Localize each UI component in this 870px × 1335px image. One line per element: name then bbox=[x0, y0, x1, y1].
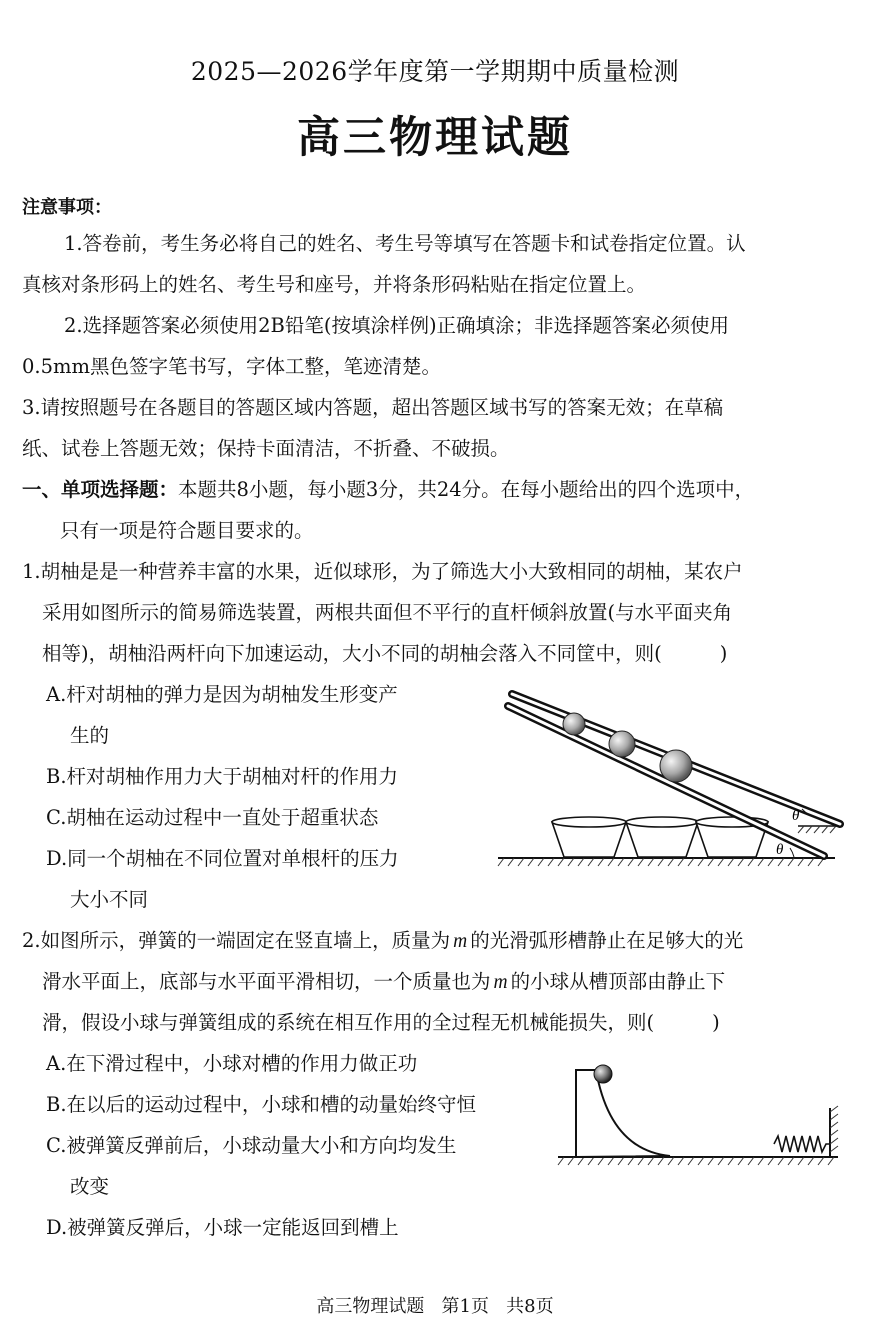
q2-stem-text-4: 的小球从槽顶部由静止下 bbox=[510, 970, 726, 993]
q1-ground bbox=[498, 858, 835, 866]
q2-mass-symbol-2: m bbox=[493, 972, 508, 993]
q1-option-a: A.杆对胡柚的弹力是因为胡柚发生形变产 bbox=[46, 683, 398, 706]
q2-groove-spring-figure bbox=[552, 1058, 852, 1178]
q2-wall bbox=[830, 1106, 838, 1157]
q2-ball bbox=[594, 1065, 612, 1083]
q1-baskets bbox=[552, 817, 768, 857]
q2-arc-groove bbox=[576, 1070, 670, 1157]
q2-ground bbox=[558, 1157, 838, 1165]
q2-stem-line-1 bbox=[22, 931, 743, 952]
section-1-desc-line-2: 只有一项是符合题目要求的。 bbox=[60, 519, 314, 542]
q2-stem-text-2: 的光滑弧形槽静止在足够大的光 bbox=[470, 929, 744, 952]
q2-answer-paren: ) bbox=[712, 1011, 720, 1034]
q2-mass-symbol: m bbox=[453, 931, 468, 952]
q1-stem-line-2: 采用如图所示的简易筛选装置，两根共面但不平行的直杆倾斜放置(与水平面夹角 bbox=[42, 601, 733, 624]
q1-stem-line-1: 1.胡柚是是一种营养丰富的水果，近似球形，为了筛选大小大致相同的胡柚，某农户 bbox=[22, 560, 743, 583]
q1-fruit-large bbox=[660, 750, 692, 782]
q2-stem-text-3: 滑水平面上，底部与水平面平滑相切，一个质量也为 bbox=[42, 970, 491, 993]
notice-item-2-line-2: 0.5mm黑色签字笔书写，字体工整，笔迹清楚。 bbox=[22, 355, 441, 378]
notice-item-2-line-1: 2.选择题答案必须使用2B铅笔(按填涂样例)正确填涂；非选择题答案必须使用 bbox=[64, 314, 730, 337]
q1-option-b: B.杆对胡柚作用力大于胡柚对杆的作用力 bbox=[46, 765, 399, 788]
q1-option-c: C.胡柚在运动过程中一直处于超重状态 bbox=[46, 806, 379, 829]
section-1-heading bbox=[22, 480, 754, 500]
q2-stem-line-2 bbox=[42, 972, 725, 993]
footer-total-pages: 共8页 bbox=[506, 1296, 554, 1317]
page-footer bbox=[0, 1292, 870, 1318]
q1-answer-paren: ) bbox=[719, 642, 728, 665]
footer-page-number: 第1页 bbox=[441, 1296, 489, 1317]
q1-sorting-device-figure bbox=[490, 680, 850, 880]
notice-item-3-line-2: 纸、试卷上答题无效；保持卡面清洁，不折叠、不破损。 bbox=[22, 437, 510, 460]
exam-header: 2025—2026学年度第一学期期中质量检测 bbox=[190, 57, 680, 86]
q2-option-d: D.被弹簧反弹后，小球一定能返回到槽上 bbox=[46, 1216, 399, 1239]
q1-upper-support bbox=[798, 826, 842, 833]
q1-fruit-small bbox=[563, 713, 585, 735]
exam-title: 高三物理试题 bbox=[297, 113, 573, 163]
section-1-label: 一、单项选择题： bbox=[22, 478, 179, 501]
notice-item-3-line-1: 3.请按照题号在各题目的答题区域内答题，超出答题区域书写的答案无效；在草稿 bbox=[22, 396, 724, 419]
q1-fruit-medium bbox=[609, 731, 635, 757]
q1-stem-line-3 bbox=[42, 644, 727, 664]
notice-title: 注意事项： bbox=[22, 197, 112, 218]
q2-stem-line-3 bbox=[42, 1013, 720, 1033]
q1-option-d: D.同一个胡柚在不同位置对单根杆的压力 bbox=[46, 847, 399, 870]
q2-stem-text-1: 2.如图所示，弹簧的一端固定在竖直墙上，质量为 bbox=[22, 929, 451, 952]
q1-stem-text: 相等)，胡柚沿两杆向下加速运动，大小不同的胡柚会落入不同筐中，则( bbox=[42, 642, 662, 665]
q1-option-d-cont: 大小不同 bbox=[70, 888, 149, 911]
footer-subject: 高三物理试题 bbox=[316, 1296, 425, 1317]
q2-stem-text-5: 滑，假设小球与弹簧组成的系统在相互作用的全过程无机械能损失，则( bbox=[42, 1011, 655, 1034]
q1-angle-label-upper: θ bbox=[792, 808, 800, 824]
q2-option-c-cont: 改变 bbox=[70, 1175, 110, 1198]
q2-option-a: A.在下滑过程中，小球对槽的作用力做正功 bbox=[46, 1052, 418, 1075]
notice-item-1-line-2: 真核对条形码上的姓名、考生号和座号，并将条形码粘贴在指定位置上。 bbox=[22, 273, 647, 296]
q1-angle-label-lower: θ bbox=[776, 842, 784, 858]
q2-option-c: C.被弹簧反弹前后，小球动量大小和方向均发生 bbox=[46, 1134, 457, 1157]
notice-item-1-line-1: 1.答卷前，考生务必将自己的姓名、考生号等填写在答题卡和试卷指定位置。认 bbox=[64, 232, 746, 255]
q2-option-b: B.在以后的运动过程中，小球和槽的动量始终守恒 bbox=[46, 1093, 477, 1116]
q1-option-a-cont: 生的 bbox=[70, 724, 110, 747]
section-1-desc: 本题共8小题，每小题3分，共24分。在每小题给出的四个选项中， bbox=[178, 478, 755, 501]
q2-spring bbox=[774, 1136, 830, 1152]
